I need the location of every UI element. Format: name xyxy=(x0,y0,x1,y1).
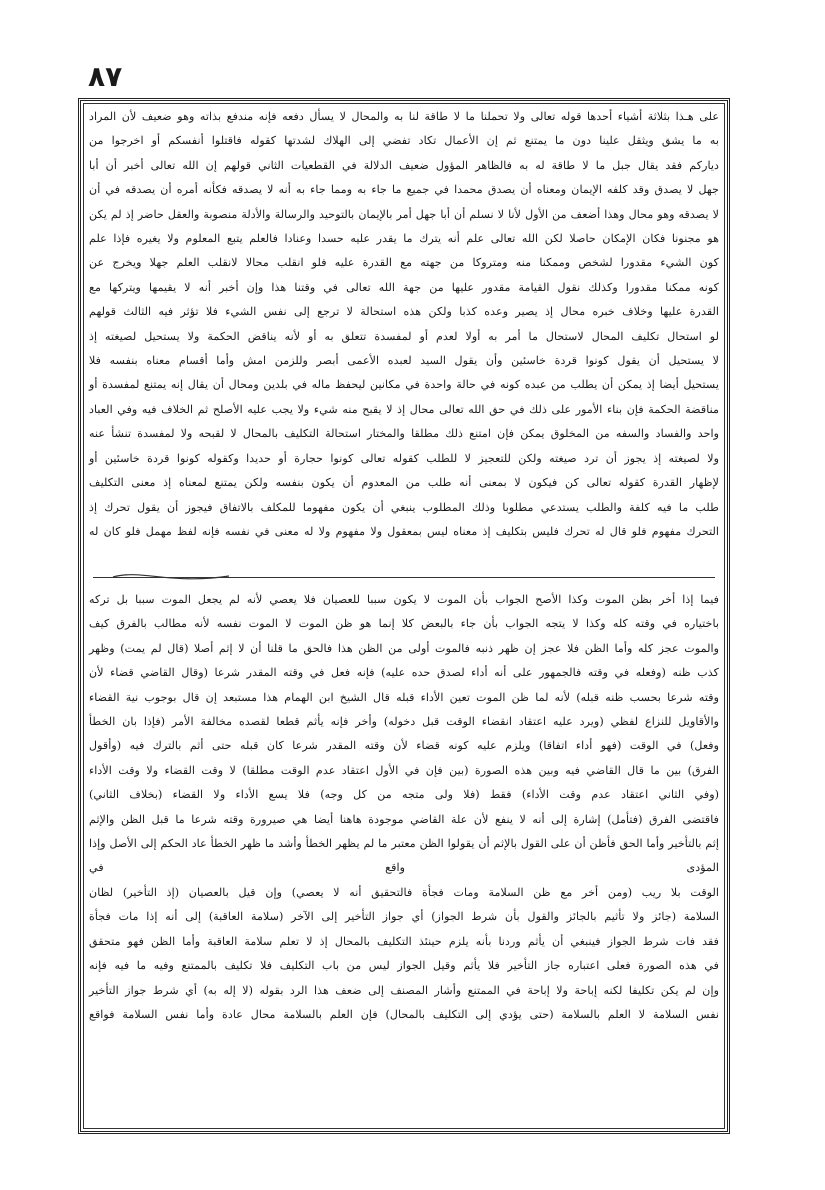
main-text-line: القدرة عليها وخلاف خبره محال إذ يصير وعده كذبا ولكن هذه استحالة لا ترجع إلى نفس الشيء فلا تؤثر فيه الثالث قولهم xyxy=(89,305,719,319)
commentary-text-line: (وفي الثاني اعتقاد عدم وقت الأداء) فقط (فلا ولى متجه من كل وجه) فلا يسع الأداء ولا القضاء (بخلاف الثاني) xyxy=(89,788,719,802)
commentary-text-line: وقته شرعا بحسب ظنه قبله) لأنه لما ظن الموت تعين الأداء قبله قال الشيخ ابن الهمام هذا مستبعد إن قال بوجوب نية القضاء xyxy=(89,690,719,704)
commentary-text-line: فاقتضى الفرق (فتأمل) إشارة إلى أنه لا ينفع لأن علة القاضي موجودة هاهنا أيضا هي صيرورة وقته شرعا ما قبل الظن والإثم xyxy=(89,812,719,826)
main-text-line: مناقضة الحكمة فإن بناء الأمور على ذلك في حق الله تعالى محال إذ لا يقبح منه شيء ولا يجب عليه الأصلح ثم الخلاف فيه وفي العباد xyxy=(89,402,719,416)
main-text-line: به ما يشق ويثقل علينا دون ما يمتنع ثم إن الأعمال تكاد تفضي إلى الهلاك لشدتها كقوله فاقتلوا أنفسكم أو اخرجوا من xyxy=(89,134,719,148)
commentary-text-line: باختياره في وقته كله وكذا لا يتجه الجواب بأن جاء بالبعض كلا إنما هو ظن الموت لا الموت نفسه لأنه مطالب بالفرق كيف xyxy=(89,617,719,631)
main-text-line: هو مجنونا فكان الإمكان حاصلا لكن الله تعالى علم أنه يترك ما يقدر عليه حسدا وعنادا فالعلم يتبع المعلوم ولا يغيره فإذا علم xyxy=(89,232,719,246)
main-text-line: كونه ممكنا مقدورا وكذلك نقول القيامة مقدور عليها من جهة الله تعالى في وقتنا هذا وإن أخبر أنه لا يقيمها ويتركها مع xyxy=(89,280,719,294)
main-text-line: على هـذا بثلاثة أشياء أحدها قوله تعالى ولا تحملنا ما لا طاقة لنا به والمحال لا يسأل دفعه فإنه مندفع بذاته وهو ضعيف لأن المراد xyxy=(89,110,719,123)
commentary-text-line: الوقت بلا ريب (ومن أخر مع ظن السلامة ومات فجأة فالتحقيق أنه لا يعصي) وإن قيل بالعصيان (إذ التأخير) لظان xyxy=(89,885,719,899)
main-text-line: لا يستحيل أن يقول كونوا قردة خاسئين وأن يقول السيد لعبده الأعمى أبصر وللزمن امش وأما أقسام معناه بنفسه فلا xyxy=(89,354,719,368)
page-frame xyxy=(78,98,730,1134)
commentary-text-line: كذب ظنه (وفعله في وقته فالجمهور على أنه أداء لصدق حده عليه) فإنه فعل في وقته المقدر شرعا (وقال القاضي قضاء لأن xyxy=(89,666,719,680)
main-text-line: ولا لصيغته إذ يجوز أن ترد صيغته ولكن للتعجيز لا للطلب كقوله تعالى كونوا حجارة أو حديدا وكقوله كونوا قردة خاسئين أو xyxy=(89,451,719,465)
main-text-line: لا يصدقه وهو محال وهذا أضعف من الأول لأنا لا نسلم أن أبا جهل أمر بالإيمان بالتوحيد والرسالة والأدلة منصوبة والعقل حاضر إذ لم يكن xyxy=(89,207,719,221)
section-divider xyxy=(93,577,715,578)
main-text-line: دياركم فقد يقال جبل ما لا طاقة له به فالظاهر المؤول ضعيف الدلالة في القطعيات الثاني قولهم إن الله تعالى أخبر أن أبا xyxy=(89,158,719,172)
main-text-line: يستحيل أيضا إذ يمكن أن يطلب من عبده كونه في حالة واحدة في مكانين ليحفظ ماله في بلدين ومحال أن يقال إنه يمتنع لمفسدة أو xyxy=(89,378,719,392)
commentary-text-line: السلامة (جائز ولا تأثيم بالجائز والقول بأن شرط الجواز) أي جواز التأخير إلى الآخر (سلامة العاقبة) إلى أنه إذا مات فجأة xyxy=(89,910,719,924)
main-text-line: التحرك مفهوم فلو قال له تحرك فليس بتكليف إذ معناه ليس بمعقول ولا مفهوم ولا له معنى في نفسه فإنه لفظ مهمل فلو كان له xyxy=(89,524,719,538)
commentary-text-line: وإن لم يكن تكليفا لكنه إباحة ولا إباحة في الممتنع وأشار المصنف إلى ضعف هذا الرد بقوله (لا إله به) أي شرط جواز التأخير xyxy=(89,983,719,997)
main-text-section xyxy=(89,105,719,544)
commentary-text-section xyxy=(89,588,719,1027)
commentary-text-line: نفس السلامة لا العلم بالسلامة (حتى يؤدي إلى التكليف بالمحال) فإن العلم بالسلامة محال عادة وأما نفس السلامة فواقع xyxy=(89,1007,719,1021)
main-text-line: لو استحال تكليف المحال لاستحال ما أمر به أولا لعدم أو لمفسدة تتعلق به أو لأنه يناقض الحكمة ولا يستحيل لصيغته إذ xyxy=(89,329,719,343)
commentary-text-line: وفعل) في الوقت (فهو أداء اتفاقا) ويلزم عليه كونه قضاء لأن وقته المقدر شرعا كان قبله حتى أثم بالترك فيه (وأقول xyxy=(89,739,719,753)
commentary-text-line: والأقاويل للنزاع لفظي (ويرد عليه اعتقاد انقضاء الوقت قبل دخوله) وأخر فإنه يأثم قطعا لقصده مخالفة الأمر (فإذا بان الخطأ xyxy=(89,715,719,729)
commentary-text-line: إثم بالتأخير وأما الحق فأظن أن على القول بالإثم أن يقولوا الظن معتبر ما لم يظهر الخطأ وأشد ما ظهر الخطأ عاد الحكم إلى الأصل وإذا المؤدى واقع في xyxy=(89,837,719,875)
commentary-text-line: فقد فات شرط الجواز فينبغي أن يأثم وردنا بأنه يلزم حينئذ التكليف بالمحال إذ لا تعلم سلامة العاقبة وأما الظن فهو متحقق xyxy=(89,934,719,948)
page-number: ٨٧ xyxy=(88,60,123,93)
main-text-line: طلب ما فيه كلفة والطلب يستدعي مطلوبا وذلك المطلوب ينبغي أن يكون مفهوما للمكلف بالاتفاق فيجوز أن يقول تحرك إذ xyxy=(89,500,719,514)
commentary-text-line: الفرق) بين ما قال القاضي فيه وبين هذه الصورة (بين فإن في الأول اعتقاد عدم الوقت مطلقا) لا وقت القضاء ولا وقت الأداء xyxy=(89,763,719,777)
commentary-text-line: والموت عجز كله وأما الظن فلا عجز إن ظهر ذنبه فالموت أولى من الظن هذا فالحق ما قلنا أن لا إثم أصلا (قال لم يمت) وظهر xyxy=(89,641,719,655)
main-text-line: كون الشيء مقدورا لشخص وممكنا منه ومتروكا من جهته مع القدرة عليه فلو انقلب محالا لانقلب العلم جهلا ويخرج عن xyxy=(89,256,719,270)
main-text-line: جهل لا يصدق وقد كلفه الإيمان ومعناه أن يصدق محمدا في جميع ما جاء به ومما جاء به أنه لا يصدقه فكأنه أمره أن يصدقه في أن xyxy=(89,183,719,197)
commentary-text-line: فيما إذا أخر بظن الموت وكذا الأصح الجواب بأن الموت لا يكون سببا للعصيان فلا يعصي لأنه لم يجعل الموت سببا بل تركه xyxy=(89,593,719,606)
main-text-line: واحد والفساد والسفه من المخلوق يمكن فإن امتنع ذلك مطلقا والمختار استحالة التكليف بالمحال لا لقبحه ولا لمفسدة تنشأ عنه xyxy=(89,427,719,441)
commentary-text-line: في هذه الصورة فعلى اعتباره جاز التأخير فلا يأثم وقيل الجواز ليس من باب التكليف فلا تكليف بالممتنع وفيه ما فيه فإنه xyxy=(89,959,719,973)
main-text-line: لإظهار القدرة كقوله تعالى كن فيكون لا بمعنى أنه طلب من المعدوم أن يكون بنفسه ولكن يمتنع لمعناه إذ معنى التكليف xyxy=(89,476,719,490)
